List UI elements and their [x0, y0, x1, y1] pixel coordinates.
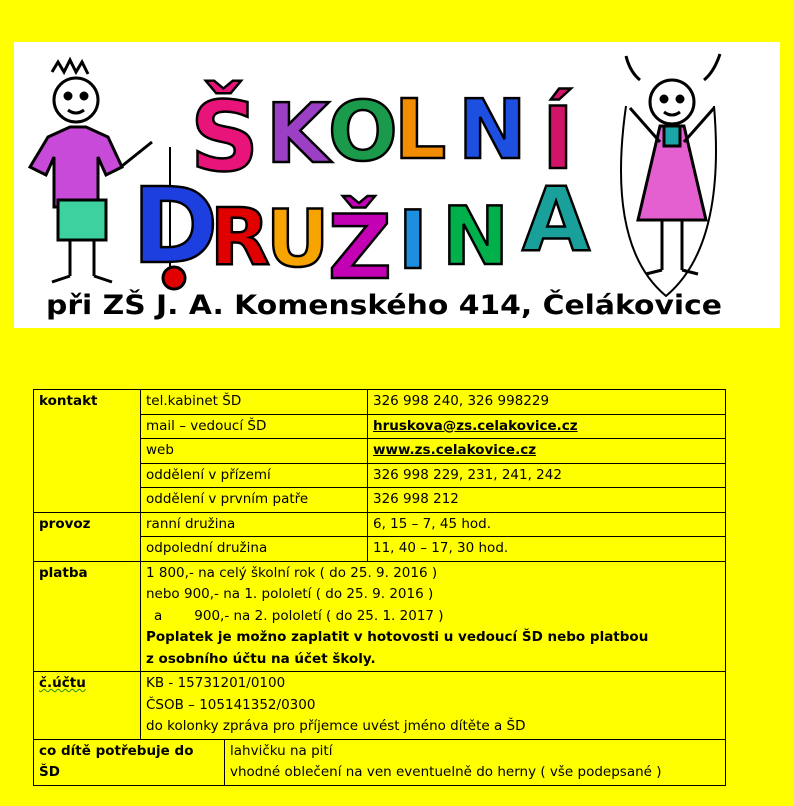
contact-key: oddělení v přízemí — [141, 463, 368, 488]
needs-item: lahvičku na pití — [230, 742, 333, 759]
title-letter: U — [266, 195, 330, 285]
schedule-key: ranní družina — [141, 512, 368, 537]
girl-illustration — [621, 54, 720, 296]
title-letter: O — [328, 85, 398, 180]
title-letter: L — [394, 83, 447, 178]
needs-item: vhodné oblečení na ven eventuelně do herny ( vše podepsané ) — [230, 764, 662, 780]
table-row — [34, 561, 726, 672]
contact-value: 326 998 212 — [368, 488, 726, 513]
contact-value: 326 998 240, 326 998229 — [368, 390, 726, 415]
account-line: ČSOB – 105141352/0300 — [146, 696, 316, 713]
title-line-2 — [132, 165, 590, 299]
title-letter: Š — [190, 81, 260, 193]
payment-line — [146, 606, 720, 628]
account-cell — [141, 672, 726, 740]
section-label-kontakt: kontakt — [34, 390, 141, 513]
table-row — [34, 390, 726, 415]
needs-cell — [34, 739, 726, 785]
header-banner — [14, 42, 780, 328]
schedule-value: 11, 40 – 17, 30 hod. — [368, 537, 726, 562]
title-letter: N — [458, 83, 527, 178]
subtitle: při ZŠ J. A. Komenského 414, Čelákovice — [46, 290, 659, 321]
account-line: do kolonky zpráva pro příjemce uvést jméno dítěte a ŠD — [146, 718, 526, 734]
title-letter: A — [522, 168, 591, 271]
section-label-needs: co dítě potřebuje do ŠD — [34, 740, 225, 785]
title-letter: D — [132, 165, 219, 287]
contact-key: web — [141, 439, 368, 464]
schedule-value: 6, 15 – 7, 45 hod. — [368, 512, 726, 537]
title-line-1 — [190, 80, 574, 193]
web-link[interactable]: www.zs.celakovice.cz — [368, 439, 726, 464]
contact-key: tel.kabinet ŠD — [141, 390, 368, 415]
table-row — [34, 512, 726, 537]
payment-conjunction: a — [154, 607, 163, 624]
needs-list — [225, 740, 726, 785]
title-letter: N — [442, 190, 509, 283]
table-row — [34, 739, 726, 785]
email-link[interactable]: hruskova@zs.celakovice.cz — [368, 414, 726, 439]
payment-note: z osobního účtu na účet školy. — [146, 650, 376, 667]
section-label-account: č.účtu — [34, 672, 141, 740]
title-letter: Ž — [328, 196, 392, 299]
contact-value: 326 998 229, 231, 241, 242 — [368, 463, 726, 488]
title-letter: K — [266, 87, 330, 182]
payment-cell — [141, 561, 726, 672]
payment-amount: 900,- na 2. pololetí ( do 25. 1. 2017 ) — [194, 607, 444, 624]
payment-line: 1 800,- na celý školní rok ( do 25. 9. 2016 ) — [146, 564, 438, 581]
contact-key: oddělení v prvním patře — [141, 488, 368, 513]
needs-table — [34, 740, 725, 785]
schedule-key: odpolední družina — [141, 537, 368, 562]
section-label-provoz: provoz — [34, 512, 141, 561]
title-letter: R — [210, 193, 271, 283]
payment-note: Poplatek je možno zaplatit v hotovosti u vedoucí ŠD nebo platbou — [146, 629, 649, 645]
title-letter: Í — [542, 89, 574, 189]
section-label-platba: platba — [34, 561, 141, 672]
table-row — [34, 672, 726, 740]
title-letter: I — [398, 194, 428, 287]
account-line: KB - 15731201/0100 — [146, 675, 286, 691]
payment-line: nebo 900,- na 1. pololetí ( do 25. 9. 2016 ) — [146, 586, 434, 602]
info-table — [33, 389, 726, 786]
banner-graphic — [14, 42, 780, 328]
needs-row — [34, 740, 725, 785]
contact-key: mail – vedoucí ŠD — [141, 414, 368, 439]
